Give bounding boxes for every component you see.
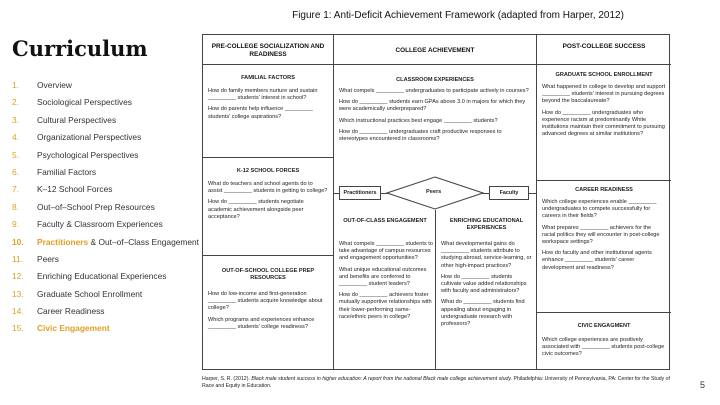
section-divider [203, 157, 333, 158]
list-item[interactable]: 12. Enriching Educational Experiences [12, 271, 167, 282]
practitioners-node: Practitioners [339, 186, 381, 200]
column-divider-inner [435, 210, 436, 369]
classroom-questions: What compels _________ undergraduates to participate actively in courses? How do _________ students earn GPAs above 3.0 in majors for which they were academically underprepared? Which instructional practices best engage _________ students? How do _________ undergraduates craft productive responses to stereotypes encountered in classrooms? [339, 88, 529, 143]
curriculum-list [12, 80, 202, 341]
list-item[interactable]: 14. Career Readiness [12, 306, 105, 317]
column-divider [536, 35, 537, 369]
column-header-postcollege: POST-COLLEGE SUCCESS [562, 43, 646, 50]
section-enriching: ENRICHING EDUCATIONAL EXPERIENCES [449, 218, 524, 231]
page-number: 5 [700, 380, 706, 390]
faculty-node: Faculty [489, 186, 529, 200]
list-item[interactable]: 8. Out–of–School Prep Resources [12, 201, 155, 212]
section-classroom: CLASSROOM EXPERIENCES [396, 77, 474, 83]
page-title: Curriculum [12, 36, 148, 61]
list-item[interactable]: 6. Familial Factors [12, 166, 97, 177]
list-item[interactable]: 11. Peers [12, 253, 59, 264]
list-item[interactable]: 3. Cultural Perspectives [12, 114, 117, 125]
list-item[interactable]: 5. Psychological Perspectives [12, 149, 139, 160]
list-item[interactable]: 2. Sociological Perspectives [12, 97, 132, 108]
section-civic: CIVIC ENGAGMENT [577, 323, 631, 329]
peers-label: Peers [426, 189, 442, 195]
list-item[interactable]: 9. Faculty & Classroom Experiences [12, 219, 163, 230]
peers-diamond [386, 176, 484, 210]
section-divider [536, 312, 671, 313]
section-grad-school: GRADUATE SCHOOL ENROLLMENT [555, 72, 653, 78]
list-item[interactable]: 4. Organizational Perspectives [12, 132, 142, 143]
section-k12-forces: K-12 SCHOOL FORCES [236, 168, 300, 174]
civic-questions: Which college experiences are positively associated with _________ students post-college civic outcomes? [542, 337, 665, 358]
section-out-of-school: OUT-OF-SCHOOL COLLEGE PREP RESOURCES [221, 268, 315, 281]
familial-questions: How do family members nurture and sustain _________ students' interest in school? How do parents help influence _________ students' college aspirations? [208, 88, 318, 120]
citation: Harper, S. R. (2012). Black male student success in higher education: A report from the national Black male college achievement study. Philadelphia: University of Pennsylvania, PA: Center for the Study of Race and Equity in Education. [202, 376, 670, 389]
framework-figure [202, 34, 670, 370]
section-divider [536, 180, 671, 181]
list-item[interactable]: 13. Graduate School Enrollment [12, 288, 143, 299]
list-item-active[interactable]: 15. Civic Engagement [12, 323, 110, 334]
list-item-current[interactable]: 10. Practitioners & Out–of–Class Engagement [12, 236, 200, 247]
section-divider [203, 255, 333, 256]
enriching-questions: What developmental gains do _________ students attribute to studying abroad, service-learning, or other high-impact practices? How do _________ students cultivate value added relationships with faculty and administrators? What do _________ students find appealing about engaging in undergraduate research with professors? [441, 241, 532, 328]
oos-questions: How do low-income and first-generation _________ students acquire knowledge about college? Which programs and experiences enhance _________ students' college readiness? [208, 291, 323, 330]
career-questions: Which college experiences enable _________ undergraduates to compete successfully for careers in their fields? What prepares _________ achievers for the racial politics they will encounter in post-college workspace settings? How do faculty and other institutional agents enhance _________ students' career development and readiness? [542, 199, 660, 271]
section-familial-factors: FAMILIAL FACTORS [241, 75, 295, 81]
list-item[interactable]: 1. Overview [12, 80, 72, 90]
column-header-college: COLLEGE ACHIEVEMENT [395, 47, 475, 54]
header-divider [203, 64, 671, 65]
section-career: CAREER READINESS [575, 187, 633, 193]
column-header-precollege: PRE-COLLEGE SOCIALIZATION AND READINESS [211, 43, 325, 58]
figure-title: Figure 1: Anti-Deficit Achievement Framework (adapted from Harper, 2012) [292, 10, 624, 21]
grad-questions: What happened in college to develop and support _________ students' interest in pursuing degrees beyond the baccalaureate? How do _________ undergraduates who experience racism at predominantly White institutions maintain their commitment to pursuing advanced degrees at similar institutions? [542, 84, 666, 138]
list-item[interactable]: 7. K–12 School Forces [12, 184, 113, 195]
ooc-questions: What compels _________ students to take advantage of campus resources and engagement opportunities? What unique educational outcomes and benefits are conferred to _________ student leaders? How do _________ achievers foster mutually supportive relationships with their lower-performing same-race/ethnic peers in college? [339, 241, 433, 320]
section-out-of-class: OUT-OF-CLASS ENGAGEMENT [343, 218, 427, 224]
column-divider [333, 35, 334, 369]
k12-questions: What do teachers and school agents do to assist _________ students in getting to college? How do _________ students negotiate academic achievement alongside peer acceptance? [208, 181, 328, 220]
